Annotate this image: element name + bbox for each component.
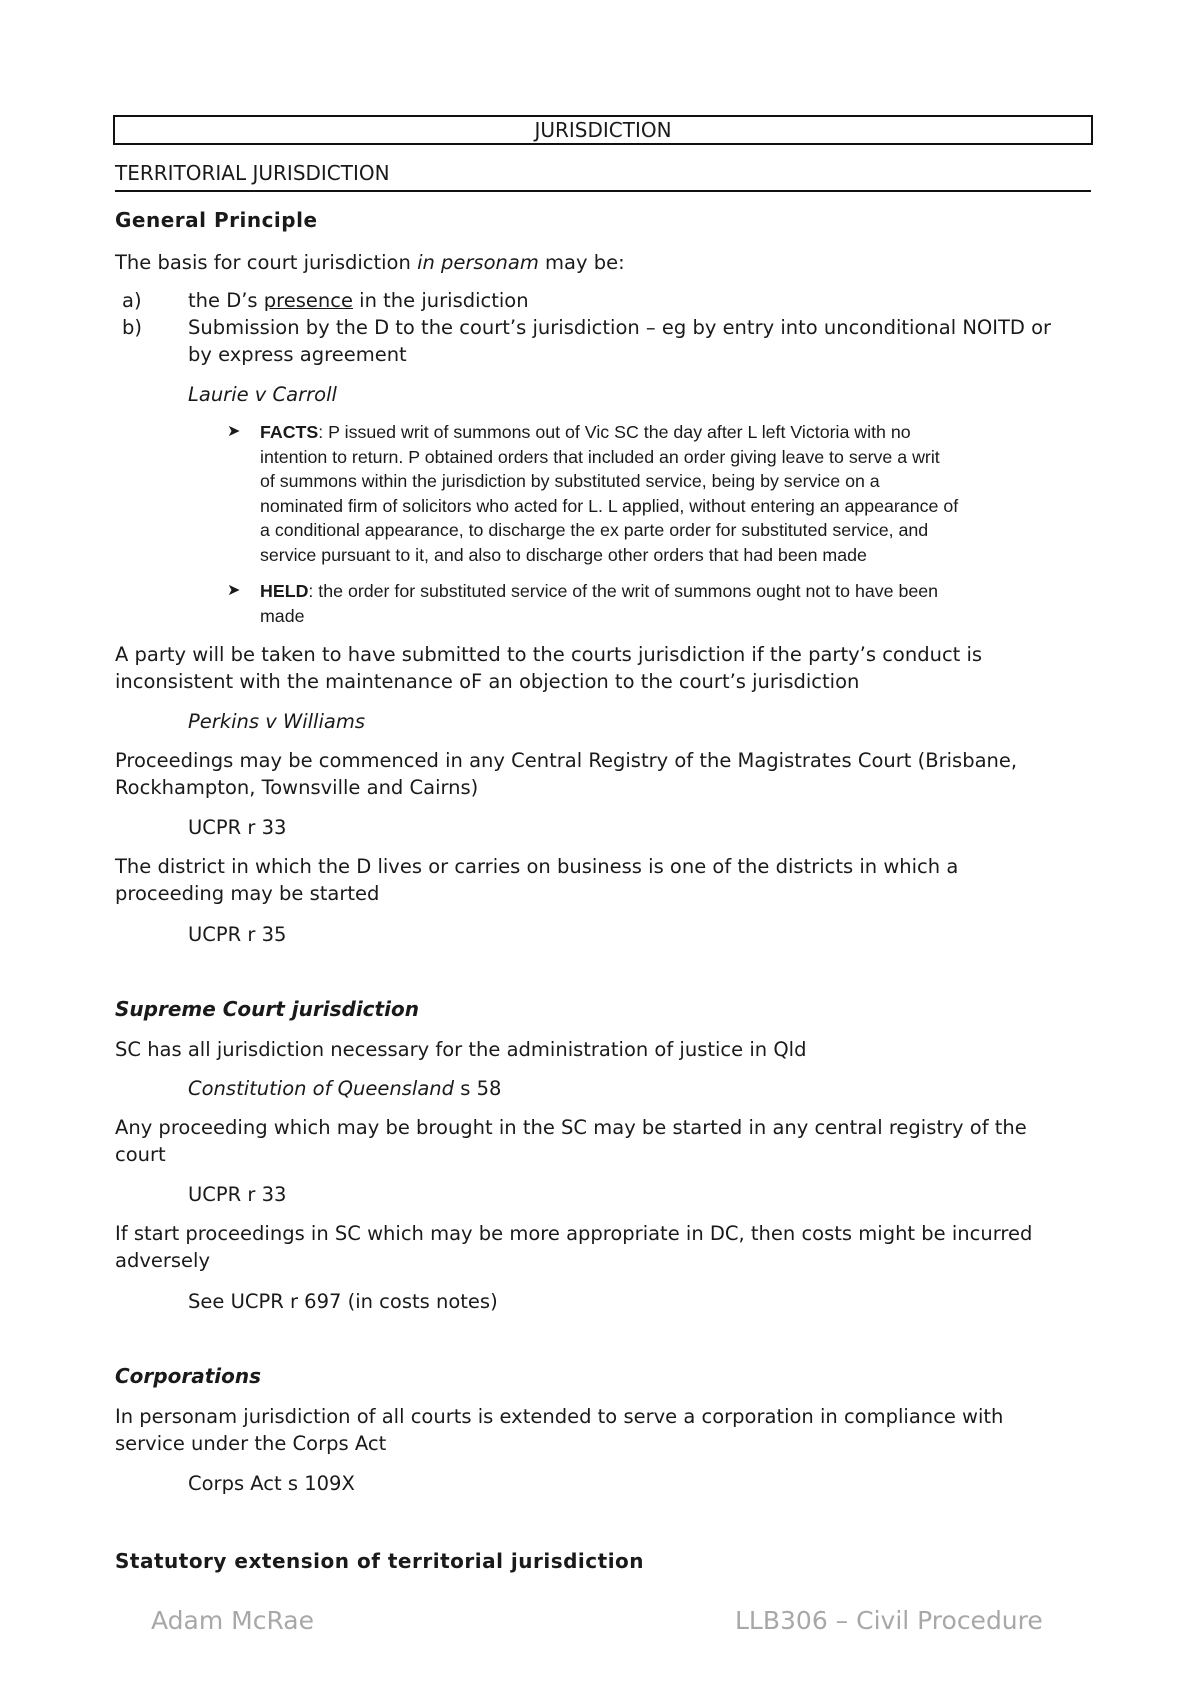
statutory-extension-heading: Statutory extension of territorial jurisdiction [115,1549,645,1573]
paragraph: proceeding may be started [115,882,380,905]
statute-reference: UCPR r 33 [188,1183,287,1206]
paragraph: In personam jurisdiction of all courts is extended to serve a corporation in compliance with [115,1405,1004,1428]
paragraph: If start proceedings in SC which may be more appropriate in DC, then costs might be incurred [115,1222,1033,1245]
statute-reference: UCPR r 33 [188,816,287,839]
case-name: Perkins v Williams [188,710,365,733]
paragraph: Proceedings may be commenced in any Central Registry of the Magistrates Court (Brisbane, [115,749,1018,772]
statute-reference: UCPR r 35 [188,923,287,946]
general-principle-heading: General Principle [115,208,318,232]
section-heading-rule [115,190,1091,192]
paragraph: SC has all jurisdiction necessary for the administration of justice in Qld [115,1038,807,1061]
paragraph: Rockhampton, Townsville and Cairns) [115,776,479,799]
section-heading: TERRITORIAL JURISDICTION [115,161,390,185]
paragraph: The district in which the D lives or carries on business is one of the districts in which a [115,855,959,878]
statute-reference: Constitution of Queensland s 58 [188,1077,502,1100]
paragraph: court [115,1143,166,1166]
arrowhead-bullet-icon: ➤ [227,423,241,440]
statute-reference: Corps Act s 109X [188,1472,355,1495]
document-page: JURISDICTION TERRITORIAL JURISDICTION General Principle The basis for court jurisdiction in personam may be: a) the D’s presence in the jurisdiction b) Submission by the D to the court’s jurisdiction – eg by entry into unconditional NOITD or by express agreement Laurie v Carroll ➤ FACTS: P issued writ of summons out of Vic SC the day after L left Victoria with no intention to return. P obtained orders that included an order giving leave to serve a writ of summons within the jurisdiction by substituted service, being by service on a nominated firm of solicitors who acted for L. L applied, without entering an appearance of a conditional appearance, to discharge the ex parte order for substituted service, and service pursuant to it, and also to discharge other orders that had been made ➤ HELD: the order for substituted service of the writ of summons ought not to have been made A party will be taken to have submitted to the courts jurisdiction if the party’s conduct is inconsistent with the maintenance oF an objection to the court’s jurisdiction Perkins v Williams Proceedings may be commenced in any Central Registry of the Magistrates Court (Brisbane, Rockhampton, Townsville and Cairns) UCPR r 33 The district in which the D lives or carries on business is one of the districts in which a proceeding may be started UCPR r 35 Supreme Court jurisdiction SC has all jurisdiction necessary for the administration of justice in Qld Constitution of Queensland s 58 Any proceeding which may be brought in the SC may be started in any central registry of the court UCPR r 33 If start proceedings in SC which may be more appropriate in DC, then costs might be incurred adversely See UCPR r 697 (in costs notes) Corporations In personam jurisdiction of all courts is extended to serve a corporation in compliance with service under the Corps Act Corps Act s 109X Statutory extension of territorial jurisdiction Adam McRae LLB306 – Civil Procedure [0,0,1200,1698]
footer-course: LLB306 – Civil Procedure [735,1606,1043,1635]
document-title: JURISDICTION [113,115,1093,145]
statute-reference: See UCPR r 697 (in costs notes) [188,1290,498,1313]
paragraph: A party will be taken to have submitted to the courts jurisdiction if the party’s conduct is [115,643,983,666]
supreme-court-heading: Supreme Court jurisdiction [115,997,419,1021]
intro-paragraph: The basis for court jurisdiction in personam may be: [115,251,625,274]
paragraph: inconsistent with the maintenance oF an objection to the court’s jurisdiction [115,670,860,693]
footer-author: Adam McRae [151,1606,314,1635]
corporations-heading: Corporations [115,1364,261,1388]
arrowhead-bullet-icon: ➤ [227,582,241,599]
paragraph: Any proceeding which may be brought in the SC may be started in any central registry of the [115,1116,1027,1139]
case-name: Laurie v Carroll [188,383,337,406]
paragraph: service under the Corps Act [115,1432,387,1455]
paragraph: adversely [115,1249,210,1272]
